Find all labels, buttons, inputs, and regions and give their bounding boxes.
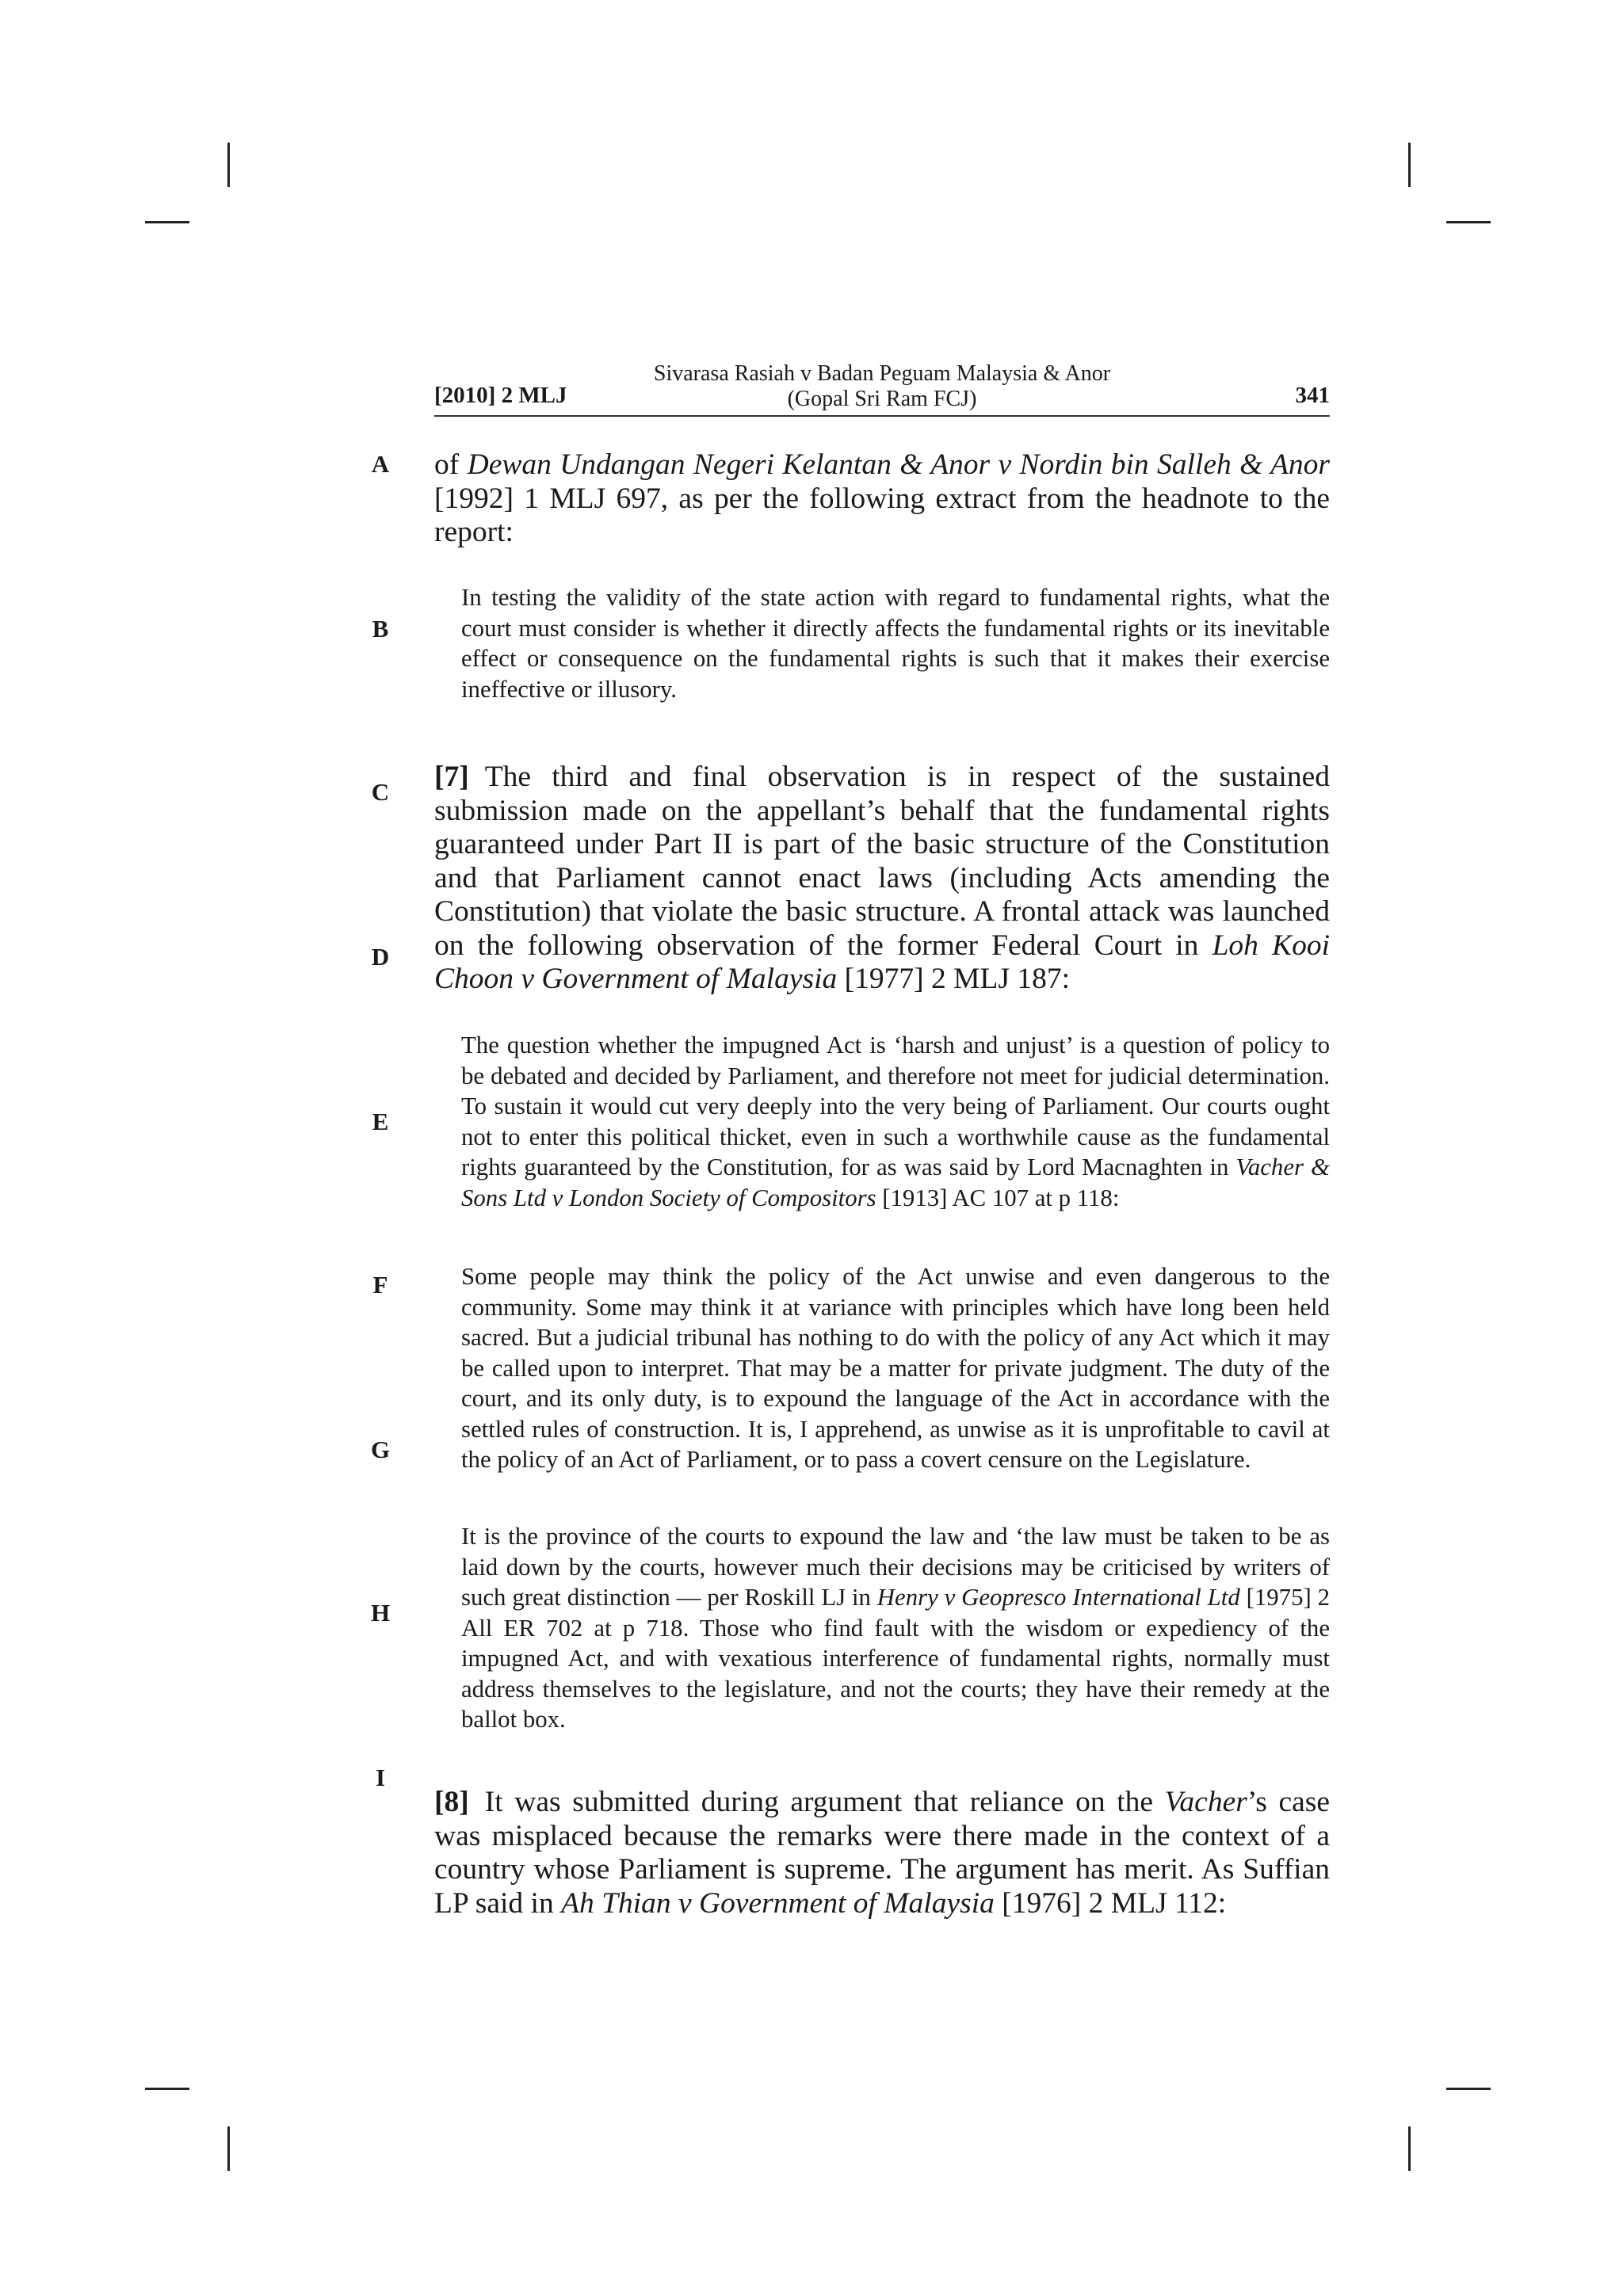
text-run: The question whether the impugned Act is ‘harsh and unjust’ is a question of policy to be debated and decided by Parliament, and therefore not meet for judicial determination. To sustain it would cut very deeply into the very being of Parliament. Our courts ought not to enter this political thicket, even in such a worthwhile cause as the fundamental rights guaranteed by the Constitution, for as was said by Lord Macnaghten in xyxy=(461,1032,1330,1180)
case-name: Vacher & Sons Ltd v London Society of Compositors xyxy=(461,1154,1330,1211)
case-title-line1: Sivarasa Rasiah v Badan Peguam Malaysia & Anor xyxy=(653,361,1111,386)
crop-mark-top-left-horizontal xyxy=(145,221,189,223)
margin-letter-c: C xyxy=(371,778,390,806)
margin-letter-f: F xyxy=(372,1271,388,1299)
case-name: Vacher xyxy=(1164,1786,1247,1818)
margin-letter-h: H xyxy=(370,1599,391,1627)
case-name: Ah Thian v Government of Malaysia xyxy=(561,1886,995,1920)
text-run: [1976] 2 MLJ 112: xyxy=(994,1886,1227,1920)
running-head xyxy=(434,361,1330,417)
text-run: ’s case was misplaced because the remarks were there made in the context of a country whose Parliament is supreme. The argument has merit. As Suffian LP said in xyxy=(434,1786,1330,1920)
case-name: Loh Kooi Choon v Government of Malaysia xyxy=(434,929,1330,995)
paragraph-number: [7] xyxy=(434,761,469,793)
paragraph-8 xyxy=(434,1786,1330,1920)
margin-letter-d: D xyxy=(371,943,390,971)
crop-mark-top-right-horizontal xyxy=(1446,221,1491,223)
crop-mark-bottom-left-vertical xyxy=(227,2126,230,2171)
text-run: [1975] 2 All ER 702 at p 718. Those who find fault with the wisdom or expediency of the impugned Act, and with vexatious interference of fundamental rights, normally must address themselves to the legislature, and not the courts; they have their remedy at the ballot box. xyxy=(461,1584,1330,1733)
text-run: [1992] 1 MLJ 697, as per the following extract from the headnote to the report: xyxy=(434,482,1330,548)
crop-mark-top-right-vertical xyxy=(1408,143,1411,187)
crop-mark-bottom-right-vertical xyxy=(1408,2126,1411,2171)
paragraph-7 xyxy=(434,761,1330,997)
citation: [2010] 2 MLJ xyxy=(434,383,567,408)
margin-letter-a: A xyxy=(371,450,390,478)
text-run: of xyxy=(434,448,468,481)
crop-mark-top-left-vertical xyxy=(227,143,230,187)
margin-letter-g: G xyxy=(370,1436,391,1463)
paragraph-continuation xyxy=(434,448,1330,550)
text-run: It was submitted during argument that reliance on the xyxy=(484,1786,1165,1818)
margin-letter-e: E xyxy=(372,1108,389,1135)
margin-letter-b: B xyxy=(372,615,389,643)
page-number: 341 xyxy=(1295,383,1330,408)
block-quote-province-of-courts xyxy=(461,1521,1330,1735)
case-title-line2: (Gopal Sri Ram FCJ) xyxy=(787,387,977,411)
text-run: [1977] 2 MLJ 187: xyxy=(837,963,1070,995)
case-name: Henry v Geopresco International Ltd xyxy=(876,1584,1240,1611)
paragraph-number: [8] xyxy=(434,1786,469,1818)
case-title xyxy=(434,361,1330,412)
crop-mark-bottom-right-horizontal xyxy=(1446,2088,1491,2090)
case-name: Dewan Undangan Negeri Kelantan & Anor v Nordin bin Salleh & Anor xyxy=(467,448,1330,481)
crop-mark-bottom-left-horizontal xyxy=(145,2088,189,2090)
block-quote-headnote: In testing the validity of the state action with regard to fundamental rights, what the court must consider is whether it directly affects the fundamental rights or its inevitable effect or consequence on the fundamental rights is such that it makes their exercise ineffective or illusory. xyxy=(461,584,1330,703)
block-quote-vacher: Some people may think the policy of the Act unwise and even dangerous to the community. Some may think it at variance with principles which have long been held sacred. But a judicial tribunal has nothing to do with the policy of any Act which it may be called upon to interpret. That may be a matter for private judgment. The duty of the court, and its only duty, is to expound the language of the Act in accordance with the settled rules of construction. It is, I apprehend, as unwise as it is unprofitable to cavil at the policy of an Act of Parliament, or to pass a covert censure on the Legislature. xyxy=(461,1263,1330,1473)
text-run: The third and final observation is in respect of the sustained submission made on the appellant’s behalf that the fundamental rights guaranteed under Part II is part of the basic structure of the Constitution and that Parliament cannot enact laws (including Acts amending the Constitution) that violate the basic structure. A frontal attack was launched on the following observation of the former Federal Court in xyxy=(434,761,1330,962)
text-run: [1913] AC 107 at p 118: xyxy=(876,1184,1120,1211)
margin-letter-i: I xyxy=(375,1764,386,1791)
block-quote-loh-kooi-choon xyxy=(461,1030,1330,1213)
text-run: It is the province of the courts to expound the law and ‘the law must be taken to be as laid down by the courts, however much their decisions may be criticised by writers of such great distinction — per Roskill LJ in xyxy=(461,1523,1330,1611)
